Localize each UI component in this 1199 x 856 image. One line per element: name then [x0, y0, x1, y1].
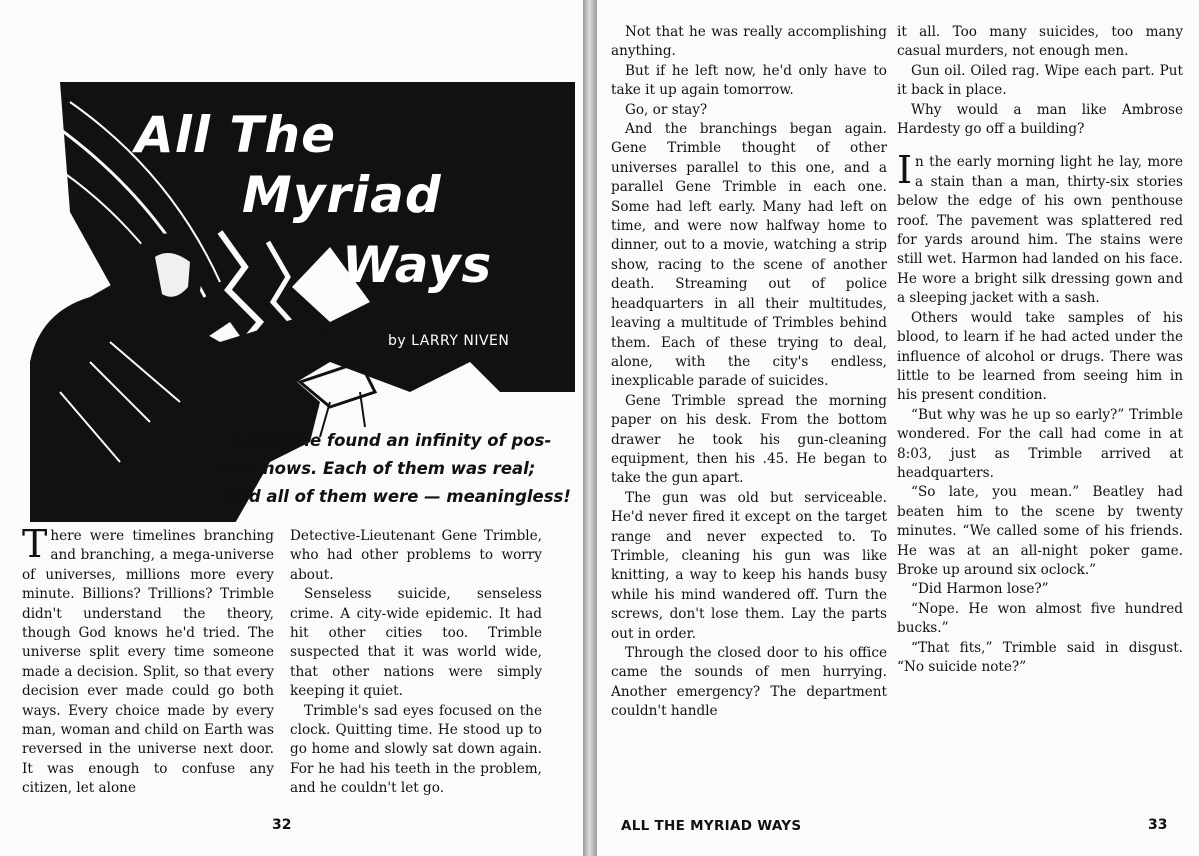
paragraph: [897, 148, 1183, 308]
running-head: ALL THE MYRIAD WAYS: [621, 818, 802, 834]
paragraph: Through the closed door to his office came the sounds of men hurrying. Another emergency? The department couldn't handle: [611, 645, 887, 720]
paragraph: “Did Harmon lose?”: [911, 581, 1049, 598]
paragraph: “So late, you mean.” Beatley had beaten him to the scene by twenty minutes. “We called some of his friends. He was at an all-night poker game. Broke up around six oclock.”: [897, 484, 1183, 578]
paragraph: “Nope. He won almost five hundred bucks.”: [897, 600, 1183, 637]
blurb-line-2: sible nows. Each of them was real;: [213, 459, 536, 478]
paragraph: Others would take samples of his blood, to learn if he had acted under the influence of alcohol or drugs. There was little to be learned from seeing him in his present condition.: [897, 309, 1183, 404]
story-title-line-1: All The: [135, 106, 336, 164]
right-page-column-1: [611, 23, 887, 722]
byline: by LARRY NIVEN: [388, 333, 510, 349]
left-page: [0, 0, 583, 856]
paragraph: Senseless suicide, senseless crime. A city-wide epidemic. It had hit other cities too. Trimble suspected that it was world wide, that other nations were simply keeping it quiet.: [290, 586, 542, 700]
story-title-line-3: Ways: [342, 236, 493, 294]
blurb-line-1: Crosstime found an infinity of pos-: [228, 431, 552, 450]
blurb-line-3: and all of them were — meaningless!: [226, 487, 571, 506]
paragraph: The gun was old but serviceable. He'd never fired it except on the target range and never expected to. To Trimble, cleaning his gun was like knitting, a way to keep his hands busy while his mind wandered off. Turn the screws, don't lose them. Lay the parts out in order.: [611, 489, 887, 642]
page-number-left: 32: [272, 817, 292, 833]
paragraph-text: n the early morning light he lay, more a stain than a man, thirty-six stories below the edge of his own penthouse roof. The pavement was splattered red for yards around him. The stains were still wet. Harmon had landed on his face. He wore a bright silk dressing gown and a sleeping jacket with a sash.: [897, 154, 1183, 307]
paragraph: “But why was he up so early?” Trimble wondered. For the call had come in at 8:03, just as Trimble arrived at headquarters.: [897, 406, 1183, 481]
left-page-column-2: [290, 527, 542, 799]
paragraph: [22, 522, 274, 799]
section-break: [897, 139, 1183, 153]
paragraph: Trimble's sad eyes focused on the clock. Quitting time. He stood up to go home and slowly sat down again. For he had his teeth in the problem, and he couldn't let go.: [290, 702, 542, 797]
paragraph: Go, or stay?: [625, 101, 708, 118]
drop-cap: I: [897, 148, 913, 193]
paragraph: “That fits,” Trimble said in disgust. “No suicide note?”: [897, 639, 1183, 675]
paragraph: it all. Too many suicides, too many casual murders, not enough men.: [897, 24, 1183, 60]
paragraph: Detective-Lieutenant Gene Trimble, who had other problems to worry about.: [290, 528, 542, 583]
left-page-column-1: [22, 522, 274, 799]
book-gutter: [583, 0, 597, 856]
paragraph: Not that he was really accomplishing anything.: [611, 24, 887, 60]
right-page: [597, 0, 1199, 856]
paragraph: But if he left now, he'd only have to take it up again tomorrow.: [611, 62, 887, 99]
right-page-column-2: [897, 23, 1183, 677]
paragraph: Gun oil. Oiled rag. Wipe each part. Put it back in place.: [897, 62, 1183, 99]
page-number-right: 33: [1148, 817, 1168, 833]
drop-cap: T: [22, 522, 48, 566]
story-title-line-2: Myriad: [242, 166, 442, 224]
paragraph-text: here were timelines branching and branching, a mega-universe of universes, millions more every minute. Billions? Trillions? Trimble didn't understand the theory, though God knows he'd tried. The universe split every time someone made a decision. Split, so that every decision ever made could go both ways. Every choice made by every man, woman and child on Earth was reversed in the universe next door. It was enough to confuse any citizen, let alone: [22, 528, 274, 797]
paragraph: And the branchings began again. Gene Trimble thought of other universes parallel to this one, and a parallel Gene Trimble in each one. Some had left early. Many had left on time, and were now halfway home to dinner, out to a movie, watching a strip show, racing to the scene of another death. Streaming out of police headquarters in all their multitudes, leaving a multitude of Trimbles behind them. Each of these trying to deal, alone, with the city's endless, inexplicable parade of suicides.: [611, 121, 887, 390]
paragraph: Why would a man like Ambrose Hardesty go off a building?: [897, 101, 1183, 138]
paragraph: Gene Trimble spread the morning paper on his desk. From the bottom drawer he took his gun-cleaning equipment, then his .45. He began to take the gun apart.: [611, 392, 887, 487]
